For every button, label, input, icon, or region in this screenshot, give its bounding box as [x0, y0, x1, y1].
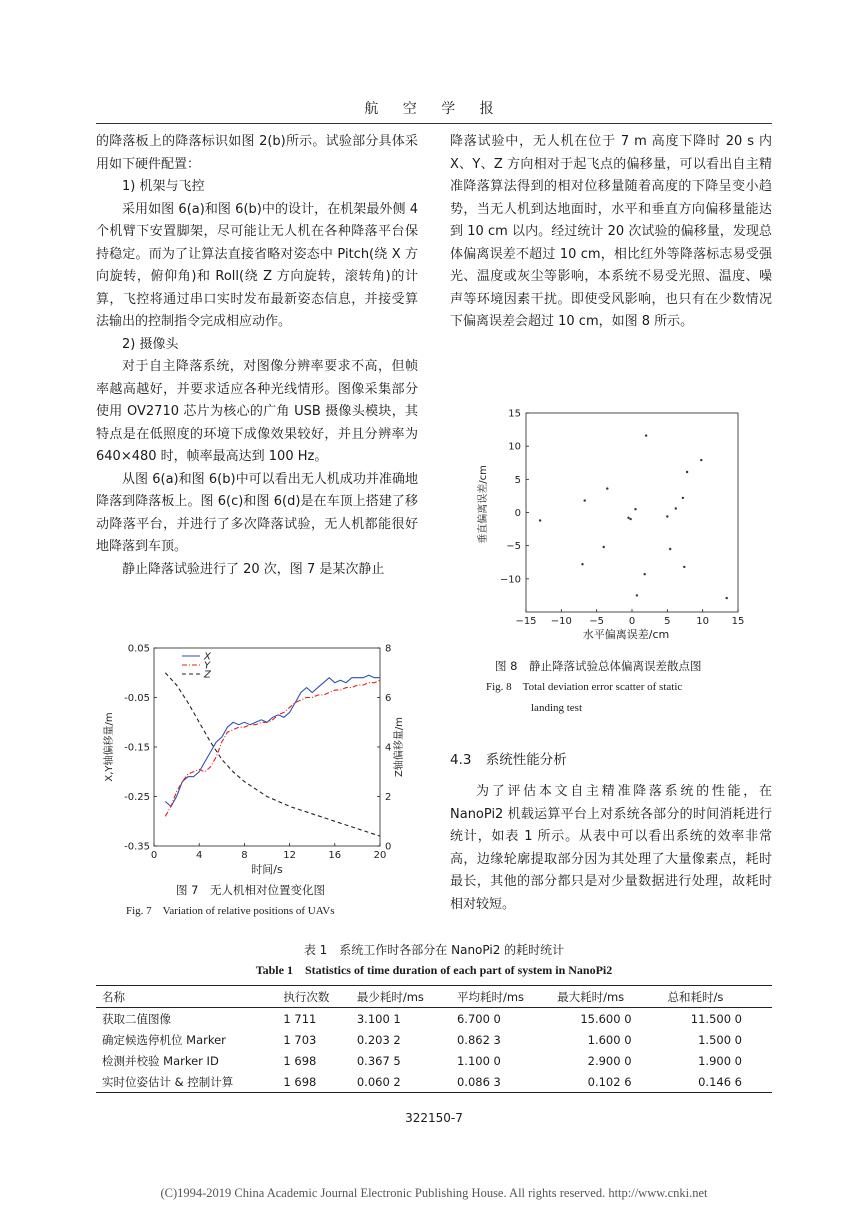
figure-8-chart	[470, 400, 760, 644]
table-cell: 0.102 6	[587, 1074, 632, 1089]
paragraph: 降落试验中，无人机在位于 7 m 高度下降时 20 s 内 X、Y、Z 方向相对于起飞点的偏移量，可以看出自主精准降落算法得到的相对位移量随着高度的下降呈变小趋势，当无人机到达地面时，水平和垂直方向偏移量能达到 10 cm 以内。经过统计 20 次试验的偏移量，发现总体偏离误差不超过 10 cm，相比红外等降落标志易受强光、温度或灰尘等影响，本系统不易受光照、温度、噪声等环境因素干扰。即使受风影响，也只有在少数情况下偏离误差会超过 10 cm，如图 8 所示。	[450, 134, 772, 329]
y-right-tick-label: 0	[385, 841, 392, 853]
subheading: 1) 机架与飞控	[122, 179, 205, 194]
plot-frame	[154, 648, 380, 846]
y-tick-label: −10	[499, 574, 521, 586]
x-tick-label: −5	[589, 616, 605, 627]
y-axis-label: 垂直偏离误差/cm	[478, 465, 489, 544]
section-heading	[450, 748, 567, 768]
table-cell: 3.100 1	[356, 1011, 401, 1026]
table-cell: 1.500 0	[698, 1032, 742, 1047]
table-header-row	[96, 986, 772, 1008]
y-left-tick-label: -0.15	[124, 742, 150, 754]
subheading: 2) 摄像头	[122, 336, 179, 352]
header-rule	[96, 123, 772, 124]
paragraph: 采用如图 6(a)和图 6(b)中的设计，在机架最外侧 4 个机臂下安置脚架，尽可能让无人机在各种降落平台保持稳定。而为了让算法直接省略对姿态中 Pitch(绕 X 方向旋转，俯仰角)和 Roll(绕 Z 方向旋转，滚转角)的计算，飞控将通过串口实时发布最新姿态信息，并接受算法输出的控制指令完成相应动作。	[96, 201, 418, 329]
table-cell: 1.100 0	[456, 1053, 501, 1068]
table-title: 表 1 系统工作时各部分在 NanoPi2 的耗时统计	[303, 943, 565, 957]
table-cell: 1.600 0	[587, 1032, 632, 1047]
x-tick-label: 16	[328, 850, 342, 861]
data-point	[683, 566, 685, 568]
y-right-axis-label: Z轴偏移量/m	[394, 717, 405, 777]
data-point	[726, 597, 728, 599]
table-cell: 0.060 2	[356, 1074, 401, 1089]
y-right-tick-label: 4	[385, 742, 392, 754]
figure-7-caption: 图 7 无人机相对位置变化图	[176, 883, 325, 897]
column-header: 名称	[102, 989, 125, 1004]
table-row	[96, 1029, 772, 1050]
table-cell: 0.203 2	[356, 1032, 401, 1047]
y-tick-label: 10	[508, 441, 521, 453]
data-point	[669, 548, 671, 550]
data-point	[606, 487, 608, 489]
plot-frame	[526, 413, 738, 612]
section-title: 系统性能分析	[485, 752, 567, 768]
table-cell: 0.862 3	[456, 1032, 501, 1047]
table-title-en: Table 1 Statistics of time duration of each part of system in NanoPi2	[255, 963, 613, 977]
x-tick-label: 4	[196, 850, 203, 861]
data-point	[644, 573, 646, 575]
data-point	[636, 594, 638, 596]
x-tick-label: 15	[731, 616, 745, 627]
y-tick-label: −5	[506, 541, 521, 553]
x-tick-label: −10	[550, 616, 572, 627]
legend-label-y: Y	[204, 660, 211, 672]
table-row	[96, 1008, 772, 1030]
y-left-tick-label: -0.35	[124, 841, 150, 853]
legend-label-z: Z	[204, 669, 211, 681]
table-cell: 2.900 0	[587, 1053, 632, 1068]
x-tick-label: 8	[241, 850, 248, 861]
data-point	[603, 546, 605, 548]
data-point	[584, 499, 586, 501]
x-tick-label: 5	[664, 616, 671, 627]
table-cell: 实时位姿估计 & 控制计算	[102, 1074, 234, 1089]
y-right-tick-label: 8	[385, 643, 392, 655]
table-cell: 0.086 3	[456, 1074, 501, 1089]
x-tick-label: 20	[373, 850, 387, 861]
series-line-x	[165, 675, 380, 806]
y-tick-label: 5	[514, 474, 521, 486]
column-header: 最大耗时/ms	[557, 989, 625, 1004]
data-point	[629, 518, 631, 520]
paragraph: 的降落板上的降落标识如图 2(b)所示。试验部分具体采用如下硬件配置：	[96, 134, 418, 172]
table-cell: 1 698	[283, 1074, 317, 1089]
y-tick-label: 0	[514, 508, 521, 519]
x-axis-label: 水平偏离误差/cm	[582, 628, 670, 641]
timing-table	[96, 985, 772, 1093]
page-number: 322150-7	[405, 1111, 463, 1125]
table-cell: 获取二值图像	[102, 1011, 171, 1026]
data-point	[539, 519, 541, 521]
paragraph: 对于自主降落系统，对图像分辨率要求不高，但帧率越高越好，并要求适应各种光线情形。图像采集部分使用 OV2710 芯片为核心的广角 USB 摄像头模块，其特点是在低照度的环境下成像效果较好，并且分辨率为 640×480 时，帧率最高达到 100 Hz。	[96, 359, 418, 464]
data-point	[700, 459, 702, 461]
y-left-axis-label: X,Y轴偏移量/m	[104, 712, 115, 782]
y-left-tick-label: 0.05	[127, 643, 150, 655]
table-cell: 确定候选停机位 Marker	[102, 1032, 226, 1047]
section-body	[450, 781, 772, 916]
right-column	[450, 131, 772, 334]
figure-8-caption-en-line2: landing test	[531, 702, 583, 714]
table-row	[96, 1050, 772, 1071]
column-header: 执行次数	[283, 989, 330, 1004]
data-point	[666, 515, 668, 517]
table-cell: 1 698	[283, 1053, 317, 1068]
y-left-tick-label: -0.05	[124, 693, 150, 704]
figure-8-caption-en: Fig. 8 Total deviation error scatter of static	[486, 681, 683, 693]
y-left-tick-label: -0.25	[124, 792, 150, 803]
table-row	[96, 1071, 772, 1093]
y-right-tick-label: 6	[385, 693, 392, 704]
figure-7-chart	[96, 640, 418, 876]
x-tick-label: 10	[696, 616, 710, 627]
figure-8-caption: 图 8 静止降落试验总体偏离误差散点图	[495, 659, 702, 673]
copyright-notice: (C)1994-2019 China Academic Journal Electronic Publishing House. All rights reserved. http://www.cnki.net	[160, 1186, 708, 1200]
left-column	[96, 131, 418, 581]
paragraph: 为了评估本文自主精准降落系统的性能，在 NanoPi2 机载运算平台上对系统各部分的时间消耗进行统计，如表 1 所示。从表中可以看出系统的效率非常高，边缘轮廓提取部分因为其处理了大量像素点，耗时最长，其他的部分都只是对少量数据进行处理，故耗时相对较短。	[450, 784, 772, 912]
journal-header: 航 空 学 报	[364, 101, 504, 117]
section-number: 4.3	[450, 752, 472, 768]
table-cell: 1 711	[283, 1011, 317, 1026]
data-point	[627, 517, 629, 519]
data-point	[686, 471, 688, 473]
x-axis-label: 时间/s	[251, 863, 283, 876]
figure-7-caption-en: Fig. 7 Variation of relative positions of UAVs	[126, 905, 335, 917]
table-cell: 1 703	[283, 1032, 317, 1047]
x-tick-label: 12	[283, 850, 296, 861]
data-point	[682, 497, 684, 499]
y-tick-label: 15	[508, 408, 521, 420]
table-cell: 6.700 0	[456, 1011, 501, 1026]
data-point	[675, 507, 677, 509]
table-cell: 1.900 0	[698, 1053, 742, 1068]
table-cell: 11.500 0	[690, 1011, 742, 1026]
column-header: 总和耗时/s	[667, 989, 724, 1004]
table-cell: 15.600 0	[580, 1011, 632, 1026]
x-tick-label: −15	[515, 616, 537, 627]
table-cell: 0.367 5	[356, 1053, 401, 1068]
data-point	[581, 563, 583, 565]
column-header: 平均耗时/ms	[456, 989, 525, 1004]
series-line-y	[165, 680, 380, 816]
x-tick-label: 0	[150, 850, 158, 861]
legend-label-x: X	[204, 651, 211, 663]
paragraph: 从图 6(a)和图 6(b)中可以看出无人机成功并准确地降落到降落板上。图 6(c)和图 6(d)是在车顶上搭建了移动降落平台，并进行了多次降落试验，无人机都能很好地降落到车顶。	[96, 471, 418, 554]
paragraph: 静止降落试验进行了 20 次，图 7 是某次静止	[122, 561, 385, 577]
series-line-z	[165, 673, 380, 836]
data-point	[645, 434, 647, 436]
x-tick-label: 0	[628, 616, 636, 627]
table-cell: 检测并校验 Marker ID	[102, 1053, 219, 1068]
column-header: 最少耗时/ms	[356, 989, 424, 1004]
data-point	[634, 508, 636, 510]
y-right-tick-label: 2	[385, 792, 392, 803]
table-cell: 0.146 6	[698, 1074, 742, 1089]
